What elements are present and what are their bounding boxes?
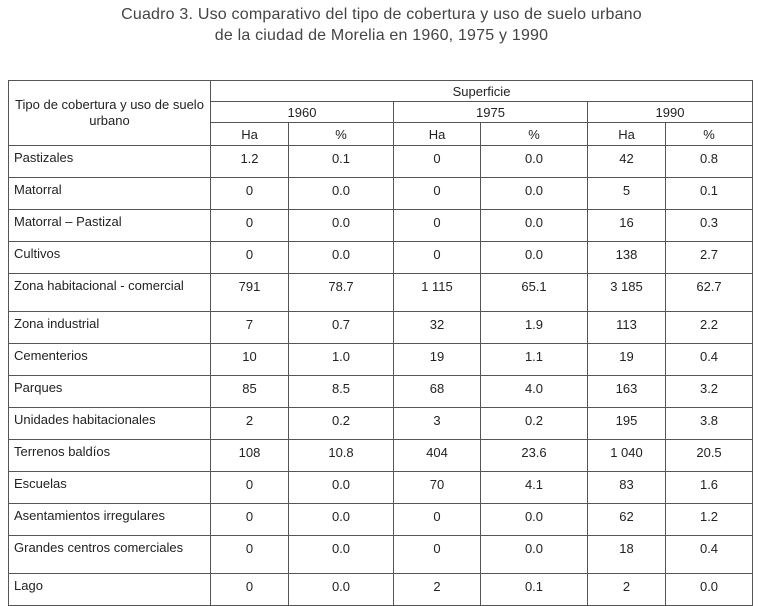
table-cell: 0.0 bbox=[289, 210, 394, 242]
unit-header: Ha bbox=[211, 123, 289, 146]
table-cell: 10.8 bbox=[289, 440, 394, 472]
table-row bbox=[9, 146, 753, 178]
row-header: Tipo de cobertura y uso de suelo urbano bbox=[9, 81, 211, 146]
table-cell: 0 bbox=[394, 504, 481, 536]
table-row bbox=[9, 536, 753, 574]
table-cell: 0.0 bbox=[289, 504, 394, 536]
table-cell: 0 bbox=[211, 210, 289, 242]
land-use-table bbox=[8, 80, 753, 606]
table-cell: 3 185 bbox=[588, 274, 666, 312]
unit-header: % bbox=[666, 123, 753, 146]
table-cell: 0.8 bbox=[666, 146, 753, 178]
table-caption bbox=[0, 4, 763, 46]
year-header-1990: 1990 bbox=[588, 102, 753, 123]
table-cell: 0.7 bbox=[289, 312, 394, 344]
table-row bbox=[9, 312, 753, 344]
unit-header: Ha bbox=[588, 123, 666, 146]
table-row bbox=[9, 178, 753, 210]
table-cell: 3.8 bbox=[666, 408, 753, 440]
caption-line-2: de la ciudad de Morelia en 1960, 1975 y 1990 bbox=[214, 27, 549, 44]
table-cell: 0 bbox=[394, 210, 481, 242]
table-cell: 1 040 bbox=[588, 440, 666, 472]
table-row bbox=[9, 440, 753, 472]
table-cell: 62 bbox=[588, 504, 666, 536]
unit-header: % bbox=[481, 123, 588, 146]
table-cell: 3 bbox=[394, 408, 481, 440]
group-header: Superficie bbox=[211, 81, 753, 102]
table-cell: 78.7 bbox=[289, 274, 394, 312]
table-cell: 0 bbox=[394, 178, 481, 210]
table-cell: 113 bbox=[588, 312, 666, 344]
table-cell: 20.5 bbox=[666, 440, 753, 472]
row-label: Zona industrial bbox=[9, 312, 211, 344]
table-cell: 65.1 bbox=[481, 274, 588, 312]
table-cell: 1.2 bbox=[211, 146, 289, 178]
table-cell: 85 bbox=[211, 376, 289, 408]
caption-line-1: Cuadro 3. Uso comparativo del tipo de cobertura y uso de suelo urbano bbox=[121, 6, 642, 23]
table-cell: 8.5 bbox=[289, 376, 394, 408]
table-cell: 83 bbox=[588, 472, 666, 504]
row-label: Unidades habitacionales bbox=[9, 408, 211, 440]
table-row bbox=[9, 210, 753, 242]
table-cell: 5 bbox=[588, 178, 666, 210]
year-header-1975: 1975 bbox=[394, 102, 588, 123]
table-cell: 0.0 bbox=[481, 146, 588, 178]
row-label: Grandes centros comerciales bbox=[9, 536, 211, 574]
table-cell: 0.0 bbox=[481, 210, 588, 242]
row-label: Cultivos bbox=[9, 242, 211, 274]
unit-header: Ha bbox=[394, 123, 481, 146]
table-cell: 0.4 bbox=[666, 536, 753, 574]
table-cell: 42 bbox=[588, 146, 666, 178]
table-cell: 1.0 bbox=[289, 344, 394, 376]
table-cell: 404 bbox=[394, 440, 481, 472]
table-cell: 19 bbox=[588, 344, 666, 376]
table-cell: 108 bbox=[211, 440, 289, 472]
table-cell: 0.0 bbox=[481, 536, 588, 574]
table-row bbox=[9, 408, 753, 440]
row-label: Asentamientos irregulares bbox=[9, 504, 211, 536]
table-cell: 2 bbox=[211, 408, 289, 440]
table-cell: 7 bbox=[211, 312, 289, 344]
table-cell: 0.0 bbox=[289, 536, 394, 574]
table-cell: 0 bbox=[211, 472, 289, 504]
table-cell: 32 bbox=[394, 312, 481, 344]
table-cell: 0.1 bbox=[289, 146, 394, 178]
row-label: Escuelas bbox=[9, 472, 211, 504]
table-cell: 0.0 bbox=[289, 574, 394, 606]
table-cell: 1.6 bbox=[666, 472, 753, 504]
table-cell: 0.0 bbox=[481, 178, 588, 210]
table-cell: 0 bbox=[394, 146, 481, 178]
table-cell: 0 bbox=[394, 536, 481, 574]
table-cell: 0.3 bbox=[666, 210, 753, 242]
row-label: Matorral – Pastizal bbox=[9, 210, 211, 242]
table-body bbox=[9, 146, 753, 606]
table-row bbox=[9, 344, 753, 376]
table-cell: 0.2 bbox=[481, 408, 588, 440]
table-cell: 0 bbox=[211, 242, 289, 274]
table-cell: 62.7 bbox=[666, 274, 753, 312]
table-row bbox=[9, 376, 753, 408]
table-cell: 1 115 bbox=[394, 274, 481, 312]
table-cell: 1.2 bbox=[666, 504, 753, 536]
row-label: Terrenos baldíos bbox=[9, 440, 211, 472]
table-cell: 4.1 bbox=[481, 472, 588, 504]
table-cell: 4.0 bbox=[481, 376, 588, 408]
table-cell: 1.1 bbox=[481, 344, 588, 376]
table-cell: 0.0 bbox=[289, 472, 394, 504]
table-cell: 791 bbox=[211, 274, 289, 312]
row-label: Pastizales bbox=[9, 146, 211, 178]
table-row bbox=[9, 574, 753, 606]
table-cell: 2 bbox=[588, 574, 666, 606]
table-cell: 0 bbox=[211, 536, 289, 574]
table-cell: 68 bbox=[394, 376, 481, 408]
table-cell: 0.0 bbox=[289, 178, 394, 210]
table-cell: 163 bbox=[588, 376, 666, 408]
row-label: Cementerios bbox=[9, 344, 211, 376]
table-cell: 0.4 bbox=[666, 344, 753, 376]
table-row bbox=[9, 504, 753, 536]
table-cell: 2 bbox=[394, 574, 481, 606]
table-cell: 23.6 bbox=[481, 440, 588, 472]
table-cell: 0.0 bbox=[666, 574, 753, 606]
row-label: Zona habitacional - comercial bbox=[9, 274, 211, 312]
table-cell: 0.0 bbox=[289, 242, 394, 274]
table-row bbox=[9, 472, 753, 504]
table-cell: 16 bbox=[588, 210, 666, 242]
table-cell: 0.1 bbox=[666, 178, 753, 210]
table-cell: 19 bbox=[394, 344, 481, 376]
table-row bbox=[9, 242, 753, 274]
table-cell: 1.9 bbox=[481, 312, 588, 344]
unit-header: % bbox=[289, 123, 394, 146]
table-cell: 138 bbox=[588, 242, 666, 274]
table-cell: 3.2 bbox=[666, 376, 753, 408]
row-label: Parques bbox=[9, 376, 211, 408]
table-cell: 18 bbox=[588, 536, 666, 574]
table-cell: 195 bbox=[588, 408, 666, 440]
table-cell: 10 bbox=[211, 344, 289, 376]
table-cell: 0 bbox=[211, 504, 289, 536]
year-header-1960: 1960 bbox=[211, 102, 394, 123]
table-cell: 2.2 bbox=[666, 312, 753, 344]
table-row bbox=[9, 274, 753, 312]
table-cell: 0 bbox=[394, 242, 481, 274]
row-label: Lago bbox=[9, 574, 211, 606]
table-cell: 0.1 bbox=[481, 574, 588, 606]
row-label: Matorral bbox=[9, 178, 211, 210]
table-cell: 0.0 bbox=[481, 504, 588, 536]
table-cell: 0 bbox=[211, 574, 289, 606]
table-cell: 0.2 bbox=[289, 408, 394, 440]
table-cell: 0.0 bbox=[481, 242, 588, 274]
table-cell: 0 bbox=[211, 178, 289, 210]
table-cell: 2.7 bbox=[666, 242, 753, 274]
table-cell: 70 bbox=[394, 472, 481, 504]
